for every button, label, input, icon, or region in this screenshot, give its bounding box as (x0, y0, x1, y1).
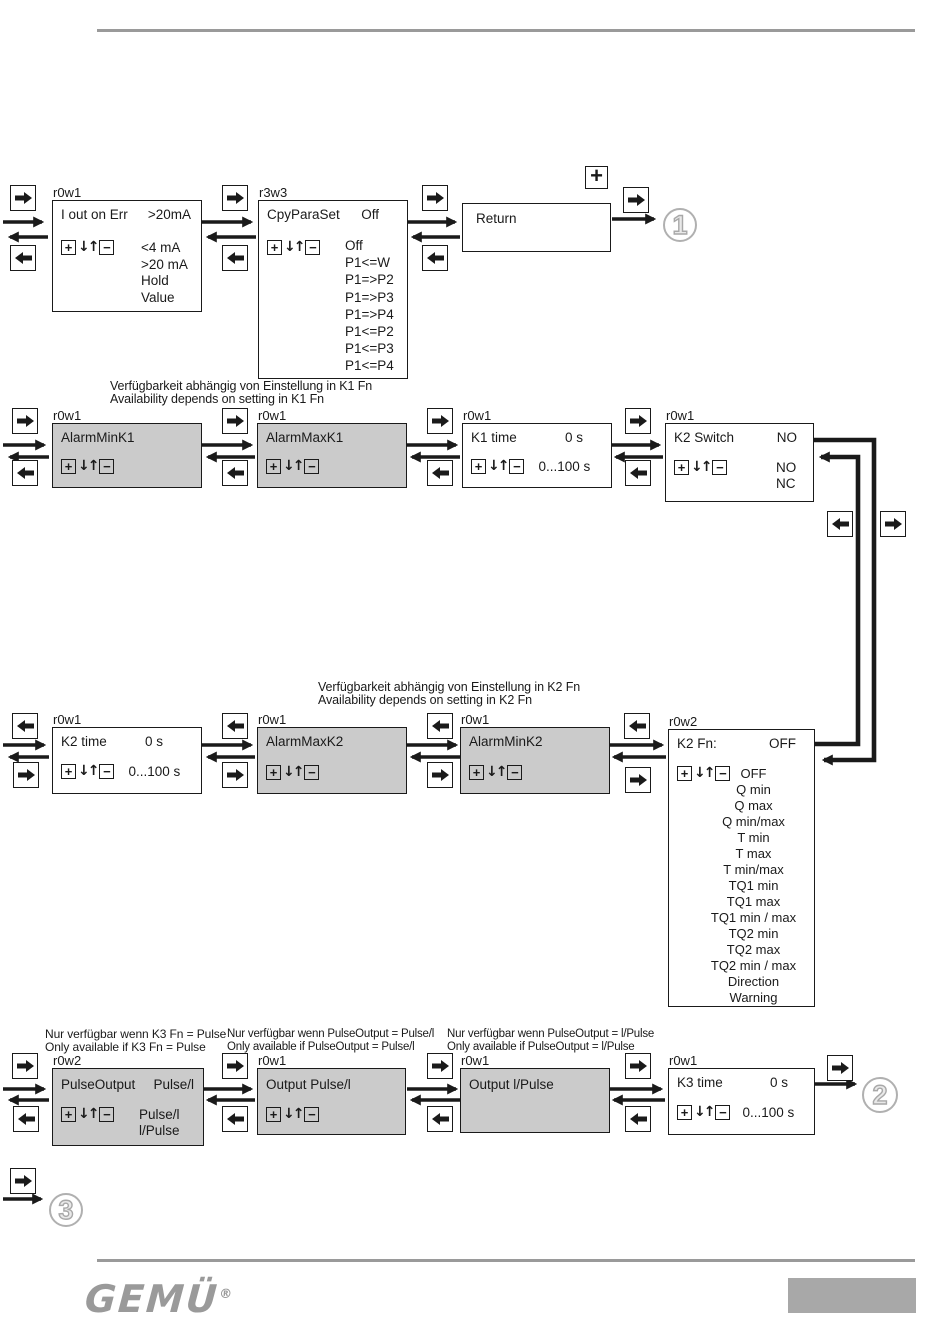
menu-box-k2-switch (665, 408, 814, 502)
right-arrow-key (222, 1053, 248, 1079)
plus-key-icon: + (266, 765, 281, 780)
left-arrow-key (222, 713, 248, 739)
right-arrow-icon (17, 1060, 34, 1072)
key-hint (61, 459, 114, 474)
right-arrow-icon (227, 415, 244, 427)
menu-box-output-l-pulse (460, 1053, 610, 1133)
right-arrow-icon (832, 1062, 849, 1074)
plus-key-icon: + (469, 765, 484, 780)
minus-key-icon: − (712, 460, 727, 475)
menu-title: AlarmMaxK2 (266, 734, 344, 749)
menu-box-i-out-on-err (52, 185, 202, 312)
left-arrow-key (427, 713, 453, 739)
key-hint (266, 1107, 319, 1122)
left-arrow-key (427, 460, 453, 486)
availability-note-k2: Verfügbarkeit abhängig von Einstellung in K2 Fn Availability depends on setting in K2 Fn (318, 680, 581, 707)
up-down-keys-icon: ↓↑ (283, 1106, 303, 1122)
menu-title: K2 Switch (674, 430, 735, 445)
minus-key-icon: − (509, 459, 524, 474)
right-arrow-icon (227, 769, 244, 781)
right-arrow-icon (630, 774, 647, 786)
left-arrow-key (222, 460, 248, 486)
menu-box-output-pulse-l (257, 1053, 406, 1135)
left-arrow-key (222, 245, 248, 271)
minus-key-icon: − (99, 240, 114, 255)
screen-label: r0w1 (258, 712, 287, 727)
right-arrow-key (623, 187, 649, 213)
value-range: 0...100 s (538, 459, 591, 474)
left-arrow-key (12, 713, 38, 739)
connector-circle-1: 1 (663, 208, 697, 242)
menu-box-k2-fn (668, 714, 815, 1007)
left-arrow-icon (227, 1113, 244, 1125)
option-list: Pulse/l l/Pulse (139, 1107, 180, 1139)
menu-title: Output l/Pulse (469, 1077, 554, 1092)
option-list: Off P1<=W P1=>P2 P1=>P3 P1=>P4 P1<=P2 P1<=P3 P1<=P4 (345, 238, 394, 374)
plus-key-icon: + (61, 1107, 76, 1122)
connector-circle-3: 3 (49, 1193, 83, 1227)
right-arrow-icon (15, 192, 32, 204)
up-down-keys-icon: ↓↑ (486, 764, 506, 780)
left-arrow-key (10, 245, 36, 271)
menu-title: I out on Err (61, 207, 128, 222)
left-arrow-key (12, 460, 38, 486)
menu-value: >20mA (147, 207, 191, 222)
screen-label: r0w1 (669, 1053, 698, 1068)
right-arrow-key (12, 408, 38, 434)
gemu-logo: GEMÜ® (83, 1277, 233, 1321)
right-arrow-key (427, 408, 453, 434)
bottom-rule (97, 1259, 915, 1262)
top-rule (97, 29, 915, 32)
value-range: 0...100 s (128, 764, 181, 779)
screen-label: r0w1 (258, 408, 287, 423)
plus-key-icon: + (674, 460, 689, 475)
plus-key-icon: + (677, 766, 692, 781)
left-arrow-key (827, 511, 853, 537)
left-arrow-key (624, 713, 650, 739)
key-hint (61, 240, 114, 255)
menu-value: Off (361, 207, 379, 222)
minus-key-icon: − (304, 459, 319, 474)
right-arrow-key (422, 185, 448, 211)
right-arrow-key (13, 762, 39, 788)
left-arrow-icon (15, 252, 32, 264)
right-arrow-key (625, 767, 651, 793)
left-arrow-icon (227, 252, 244, 264)
screen-label: r0w2 (53, 1053, 82, 1068)
availability-note-pulse3: Nur verfügbar wenn PulseOutput = l/Pulse Only available if PulseOutput = l/Pulse (447, 1028, 655, 1053)
minus-key-icon: − (715, 766, 730, 781)
plus-key-icon: + (61, 240, 76, 255)
minus-key-icon: − (99, 459, 114, 474)
menu-title: K3 time (677, 1075, 723, 1090)
left-arrow-icon (432, 1113, 449, 1125)
minus-key-icon: − (507, 765, 522, 780)
up-down-keys-icon: ↓↑ (694, 1104, 714, 1120)
right-arrow-icon (885, 518, 902, 530)
screen-label: r0w1 (461, 712, 490, 727)
left-arrow-key (427, 1106, 453, 1132)
plus-key (585, 163, 608, 189)
left-arrow-icon (432, 467, 449, 479)
left-arrow-icon (629, 720, 646, 732)
menu-title: K1 time (471, 430, 517, 445)
left-arrow-icon (18, 1113, 35, 1125)
footer-gray-block (788, 1278, 916, 1313)
screen-label: r0w1 (666, 408, 695, 423)
screen-label: r0w2 (669, 714, 698, 729)
key-hint (674, 460, 727, 475)
key-hint (61, 764, 180, 779)
menu-box-k1-time (462, 408, 612, 488)
key-hint (266, 765, 319, 780)
value-range: 0...100 s (742, 1105, 795, 1120)
menu-box-k3-time (668, 1053, 815, 1135)
minus-key-icon: − (715, 1105, 730, 1120)
availability-note-k1: Verfügbarkeit abhängig von Einstellung in K1 Fn Availability depends on setting in K1 Fn (110, 379, 373, 406)
left-arrow-key (625, 1106, 651, 1132)
minus-key-icon: − (304, 1107, 319, 1122)
plus-key-icon: + (266, 459, 281, 474)
screen-label: r0w1 (53, 712, 82, 727)
menu-box-pulseoutput (52, 1053, 204, 1146)
menu-title: Output Pulse/l (266, 1077, 351, 1092)
right-arrow-key (12, 1053, 38, 1079)
right-arrow-key (10, 185, 36, 211)
up-down-keys-icon: ↓↑ (488, 458, 508, 474)
menu-box-return (462, 203, 611, 252)
key-hint (266, 459, 319, 474)
menu-title: Return (476, 211, 517, 226)
menu-value: OFF (769, 736, 796, 751)
left-arrow-icon (832, 518, 849, 530)
left-arrow-icon (630, 467, 647, 479)
left-arrow-key (222, 1106, 248, 1132)
availability-note-pulse1: Nur verfügbar wenn K3 Fn = Pulse Only available if K3 Fn = Pulse (45, 1027, 227, 1054)
left-arrow-key (13, 1106, 39, 1132)
menu-box-k2-time (52, 712, 202, 794)
up-down-keys-icon: ↓↑ (78, 1106, 98, 1122)
left-arrow-icon (630, 1113, 647, 1125)
right-arrow-icon (15, 1175, 32, 1187)
up-down-keys-icon: ↓↑ (283, 764, 303, 780)
left-arrow-icon (227, 467, 244, 479)
plus-key-icon: + (61, 459, 76, 474)
key-hint (469, 765, 522, 780)
up-down-keys-icon: ↓↑ (78, 763, 98, 779)
minus-key-icon: − (99, 764, 114, 779)
key-hint (267, 240, 320, 255)
screen-label: r0w1 (461, 1053, 490, 1068)
screen-label: r0w1 (53, 408, 82, 423)
right-arrow-icon (227, 1060, 244, 1072)
left-arrow-key (625, 460, 651, 486)
right-arrow-icon (18, 769, 35, 781)
key-hint (471, 459, 590, 474)
up-down-keys-icon: ↓↑ (283, 458, 303, 474)
menu-title: PulseOutput (61, 1077, 136, 1092)
right-arrow-key (222, 762, 248, 788)
menu-box-alarmmaxk2 (257, 712, 407, 794)
right-arrow-key (827, 1055, 853, 1081)
right-arrow-icon (17, 415, 34, 427)
key-hint (61, 1107, 114, 1122)
right-arrow-key (880, 511, 906, 537)
minus-key-icon: − (305, 240, 320, 255)
key-hint (677, 1105, 794, 1120)
plus-key-icon: + (61, 764, 76, 779)
menu-title: AlarmMinK1 (61, 430, 135, 445)
up-down-keys-icon: ↓↑ (284, 239, 304, 255)
right-arrow-icon (628, 194, 645, 206)
menu-title: CpyParaSet (267, 207, 340, 222)
right-arrow-icon (432, 769, 449, 781)
menu-value: 0 s (144, 734, 163, 749)
left-arrow-key (422, 245, 448, 271)
right-arrow-icon (227, 192, 244, 204)
menu-box-alarmmink2 (460, 712, 610, 794)
option-list: OFF Q min Q max Q min/max T min T max T min/max TQ1 min TQ1 max TQ1 min / max TQ2 min TQ2 max TQ2 min / max Direction Warning (710, 766, 797, 1005)
right-arrow-icon (630, 415, 647, 427)
plus-key-icon: + (677, 1105, 692, 1120)
menu-value: NO (776, 430, 797, 445)
right-arrow-key (625, 408, 651, 434)
right-arrow-icon (432, 415, 449, 427)
screen-label: r3w3 (259, 185, 288, 200)
menu-value: 0 s (769, 1075, 788, 1090)
right-arrow-key (222, 408, 248, 434)
minus-key-icon: − (304, 765, 319, 780)
connector-circle-2: 2 (862, 1077, 898, 1113)
left-arrow-icon (227, 720, 244, 732)
menu-title: AlarmMinK2 (469, 734, 543, 749)
registered-mark: ® (218, 1287, 233, 1302)
left-arrow-icon (427, 252, 444, 264)
plus-key-icon: + (266, 1107, 281, 1122)
up-down-keys-icon: ↓↑ (78, 239, 98, 255)
right-arrow-icon (630, 1060, 647, 1072)
right-arrow-key (10, 1168, 36, 1194)
menu-box-alarmmink1 (52, 408, 202, 488)
option-list: <4 mA >20 mA Hold Value (141, 240, 188, 305)
menu-title: K2 time (61, 734, 107, 749)
right-arrow-key (427, 762, 453, 788)
up-down-keys-icon: ↓↑ (694, 765, 714, 781)
right-arrow-key (625, 1053, 651, 1079)
plus-key-icon: + (267, 240, 282, 255)
screen-label: r0w1 (53, 185, 82, 200)
right-arrow-key (222, 185, 248, 211)
right-arrow-icon (432, 1060, 449, 1072)
right-arrow-key (427, 1053, 453, 1079)
menu-box-cpyparaset (258, 185, 408, 379)
left-arrow-icon (17, 467, 34, 479)
menu-box-alarmmaxk1 (257, 408, 407, 488)
right-arrow-icon (427, 192, 444, 204)
up-down-keys-icon: ↓↑ (78, 458, 98, 474)
up-down-keys-icon: ↓↑ (691, 459, 711, 475)
screen-label: r0w1 (463, 408, 492, 423)
menu-value: 0 s (564, 430, 583, 445)
minus-key-icon: − (99, 1107, 114, 1122)
option-list: NO NC (776, 460, 797, 491)
plus-key-icon: + (471, 459, 486, 474)
menu-value: Pulse/l (153, 1077, 194, 1092)
menu-title: AlarmMaxK1 (266, 430, 344, 445)
menu-title: K2 Fn: (677, 736, 717, 751)
availability-note-pulse2: Nur verfügbar wenn PulseOutput = Pulse/l Only available if PulseOutput = Pulse/l (227, 1028, 435, 1053)
screen-label: r0w1 (258, 1053, 287, 1068)
left-arrow-icon (17, 720, 34, 732)
left-arrow-icon (432, 720, 449, 732)
plus-icon: + (590, 163, 603, 188)
